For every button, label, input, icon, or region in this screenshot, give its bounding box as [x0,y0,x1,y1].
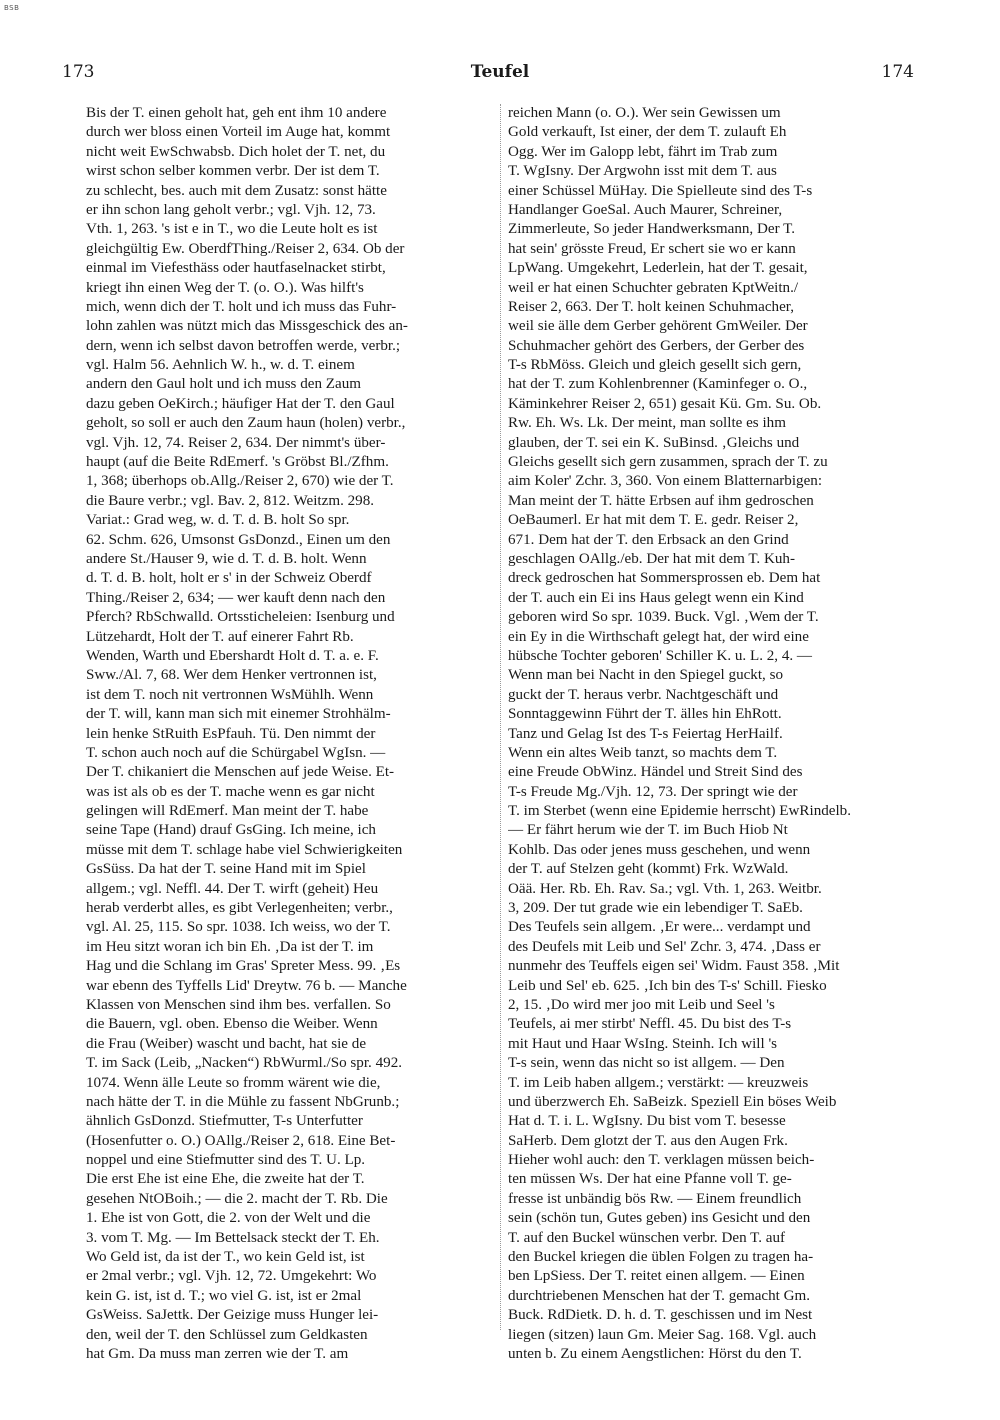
text-line: nicht weit EwSchwabsb. Dich holet der T. net, du [86,143,386,160]
text-line: gesehen NtOBoih.; — die 2. macht der T. Rb. Die [86,1190,388,1207]
text-line: seine Tape (Hand) drauf GsGing. Ich meine, ich [86,822,376,839]
text-line: nunmehr des Teuffels eigen sei' Widm. Faust 358. ‚Mit [508,958,840,975]
text-line: haupt (auf die Beite RdEmerf. 's Gröbst Bl./Zfhm. [86,454,389,471]
text-line: glauben, der T. sei ein K. SuBinsd. ‚Gleichs und [508,434,800,451]
text-line: Hieher wohl auch: den T. verklagen müssen beich- [508,1152,815,1169]
text-line: Der T. chikaniert die Menschen auf jede Weise. Et- [86,764,395,781]
text-line: Klassen von Menschen sind ihm bes. verfallen. So [86,996,391,1013]
text-line: Des Teufels sein allgem. ‚Er were... verdampt und [508,919,811,936]
text-line: der T. will, kann man sich mit einemer Strohhälm- [86,706,391,723]
running-title: Teufel [470,62,530,82]
text-line: (Hosenfutter o. O.) OAllg./Reiser 2, 618. Eine Bet- [86,1132,396,1149]
text-line: die Baure verbr.; vgl. Bav. 2, 812. Weitzm. 298. [86,492,375,509]
text-line: gleichgültig Ew. OberdfThing./Reiser 2, 634. Ob der [86,240,405,257]
text-line: was ist als ob es der T. mache wenn es gar nicht [86,783,375,800]
text-line: allgem.; vgl. Neffl. 44. Der T. wirft (geheit) Heu [86,880,379,897]
text-line: dazu geben OeKirch.; häufiger Hat der T. den Gaul [86,395,395,412]
text-line: aim Koler' Zchr. 3, 360. Von einem Blatternarbigen: [508,473,823,490]
text-line: geholt, so soll er auch den Zaum haun (holen) verbr., [86,415,406,432]
text-line: den Buckel kriegen die üblen Folgen zu tragen ha- [508,1249,814,1266]
text-line: reichen Mann (o. O.). Wer sein Gewissen um [508,105,781,121]
text-line: Gold verkauft, Ist einer, der dem T. zulauft Eh [508,124,787,141]
text-line: noppel und eine Stiefmutter sind des T. U. Lp. [86,1152,366,1169]
text-line: d. T. d. B. holt, holt er s' in der Schweiz Oberdf [86,570,372,587]
text-line: des Deufels mit Leib und Sel' Zchr. 3, 474. ‚Dass er [508,938,821,955]
text-line: Oää. Her. Rb. Eh. Rav. Sa.; vgl. Vth. 1, 263. Weitbr. [508,880,822,897]
text-line: T. im Leib haben allgem.; verstärkt: — kreuzweis [508,1074,809,1091]
text-line: Wenn man bei Nacht in den Spiegel guckt, so [508,667,784,684]
text-line: Käminkehrer Reiser 2, 651) gesait Kü. Gm. Su. Ob. [508,395,822,412]
text-line: geboren wird So spr. 1039. Buck. Vgl. ‚Wem der T. [508,609,819,626]
text-line: Buck. RdDietk. D. h. d. T. geschissen und im Nest [508,1307,813,1324]
text-line: den, weil der T. den Schlüssel zum Geldkasten [86,1326,368,1343]
text-line: Hat d. T. i. L. WgIsny. Du bist vom T. besesse [508,1113,786,1130]
text-line: mich, wenn dich der T. holt und ich muss das Fuhr- [86,298,397,315]
text-line: Rw. Eh. Ws. Lk. Der meint, man sollte es ihm [508,415,786,432]
text-line: weil sie älle dem Gerber gehörent GmWeiler. Der [508,318,808,335]
text-line: Die erst Ehe ist eine Ehe, die zweite hat der T. [86,1171,365,1188]
text-line: mit Haut und Haar WsIng. Steinh. Ich will 's [508,1035,778,1052]
text-line: lein henke StRuith EsPfauh. Tü. Den nimmt der [86,725,376,742]
text-line: T-s sein, wenn das nicht so ist allgem. — Den [508,1055,785,1072]
page-number-left: 173 [62,62,95,82]
text-line: ein Ey in die Wirthschaft gelegt hat, der wird eine [508,628,809,645]
left-column [86,104,498,1364]
text-line: T. im Sterbet (wenn eine Epidemie herrscht) EwRindelb. [508,803,851,820]
text-line: Tanz und Gelag Ist des T-s Feiertag HerHailf. [508,725,783,742]
text-line: Wo Geld ist, da ist der T., wo kein Geld ist, ist [86,1249,365,1266]
text-line: ten müssen Ws. Der hat eine Pfanne voll T. ge- [508,1171,792,1188]
text-line: durchtriebenen Menschen hat der T. gemacht Gm. [508,1287,811,1304]
right-column [508,104,920,1364]
text-line: fresse ist unbändig bös Rw. — Einem freundlich [508,1190,802,1207]
text-line: er 2mal verbr.; vgl. Vjh. 12, 72. Umgekehrt: Wo [86,1268,377,1285]
text-line: 1. Ehe ist von Gott, die 2. von der Welt und die [86,1210,371,1227]
text-line: Thing./Reiser 2, 634; — wer kauft denn nach den [86,589,386,606]
text-line: lohn zahlen was nützt mich das Missgeschick des an- [86,318,408,335]
text-line: andere St./Hauser 9, wie d. T. d. B. holt. Wenn [86,550,367,567]
text-line: hat sein' grösste Freud, Er schert sie wo er kann [508,240,796,257]
text-line: GsSüss. Da hat der T. seine Hand mit im Spiel [86,861,366,878]
text-line: Wenden, Warth und Ebershardt Holt d. T. a. e. F. [86,647,379,664]
text-line: ist dem T. noch nit vertronnen WsMühlh. Wenn [86,686,374,703]
text-line: vgl. Halm 56. Aehnlich W. h., w. d. T. einem [86,357,355,374]
text-line: GsWeiss. SaJettk. Der Geizige muss Hunger lei- [86,1307,379,1324]
text-line: liegen (sitzen) laun Gm. Meier Sag. 168. Vgl. auch [508,1326,817,1343]
text-line: LpWang. Umgekehrt, Lederlein, hat der T. gesait, [508,260,808,277]
text-line: Gleichs gesellt sich gern zusammen, sprach der T. zu [508,454,828,471]
text-line: durch wer bloss einen Vorteil im Auge hat, kommt [86,124,391,141]
text-line: weil er hat einen Schuchter gebraten KptWeitn./ [508,279,799,296]
text-line: hat Gm. Da muss man zerren wie der T. am [86,1346,349,1362]
text-line: geschlagen OAllg./eb. Der hat mit dem T. Kuh- [508,550,795,567]
text-line: ben LpSiess. Der T. reitet einen allgem. — Einen [508,1268,805,1285]
text-line: T-s RbMöss. Gleich und gleich gesellt sich gern, [508,357,802,374]
text-line: sein (schön tun, Gutes geben) ins Gesicht und den [508,1210,811,1227]
text-line: wirst schon selber kommen verbr. Der ist dem T. [86,163,380,180]
text-line: unten b. Zu einem Aengstlichen: Hörst du den T. [508,1346,802,1362]
text-line: Bis der T. einen geholt hat, geh ent ihm 10 andere [86,105,387,121]
text-line: Teufels, ai mer stirbt' Neffl. 45. Du bist des T-s [508,1016,792,1033]
text-line: Pferch? RbSchwalld. Ortssticheleien: Isenburg und [86,609,395,626]
text-line: dreck gedroschen hat Sommersprossen eb. Dem hat [508,570,821,587]
text-line: dern, wenn ich selbst davon betroffen werde, verbr.; [86,337,401,354]
text-line: und überzwerch Eh. SaBeizk. Speziell Ein böses Weib [508,1093,837,1110]
text-line: Zimmerleute, So jeder Handwerksmann, Der T. [508,221,795,238]
text-line: der T. auf Stelzen geht (kommt) Frk. WzWald. [508,861,789,878]
text-line: Hag und die Schlang im Gras' Spreter Mess. 99. ‚Es [86,958,401,975]
text-line: einer Schüssel MüHay. Die Spielleute sind des T-s [508,182,813,199]
text-line: hübsche Tochter geboren' Schiller K. u. L. 2, 4. — [508,647,813,664]
text-line: herab verderbt alles, es gibt Verlegenheiten; verbr., [86,900,393,917]
text-line: 1074. Wenn älle Leute so fromm wärent wie die, [86,1074,381,1091]
text-line: OeBaumerl. Er hat mit dem T. E. gedr. Reiser 2, [508,512,799,529]
text-line: 3, 209. Der tut grade wie ein lebendiger T. SaEb. [508,900,803,917]
text-line: zu schlecht, bes. auch mit dem Zusatz: sonst hätte [86,182,387,199]
text-line: T. auf den Buckel wünschen verbr. Den T. auf [508,1229,786,1246]
text-line: Lützehardt, Holt der T. auf einerer Fahrt Rb. [86,628,354,645]
text-line: T. WgIsny. Der Argwohn isst mit dem T. aus [508,163,777,180]
text-line: 62. Schm. 626, Umsonst GsDonzd., Einen um den [86,531,391,548]
text-line: guckt der T. heraus verbr. Nachtgeschäft und [508,686,779,703]
text-line: vgl. Vjh. 12, 74. Reiser 2, 634. Der nimmt's über- [86,434,386,451]
library-mark: BSB [4,4,20,12]
text-line: war ebenn des Tyffells Lid' Dreytw. 76 b. — Manche [86,977,407,994]
text-line: SaHerb. Dem glotzt der T. aus den Augen Frk. [508,1132,788,1149]
text-line: der T. auch ein Ei ins Haus gelegt wenn ein Kind [508,589,804,606]
text-line: 2, 15. ‚Do wird mer joo mit Leib und Seel 's [508,996,775,1013]
text-line: einmal im Viefesthäss oder hautfaselnacket stirbt, [86,260,386,277]
text-line: Ogg. Wer im Galopp lebt, fährt im Trab zum [508,143,778,160]
text-line: die Bauern, vgl. oben. Ebenso die Weiber. Wenn [86,1016,378,1033]
text-line: T. im Sack (Leib, „Nacken“) RbWurml./So spr. 492. [86,1055,403,1072]
text-line: Reiser 2, 663. Der T. holt keinen Schuhmacher, [508,298,794,315]
text-line: Handlanger GoeSal. Auch Maurer, Schreiner, [508,201,783,218]
text-line: Wenn ein altes Weib tanzt, so machts dem T. [508,744,778,761]
text-line: im Heu sitzt woran ich bin Eh. ‚Da ist der T. im [86,938,374,955]
column-divider [500,104,501,1330]
text-line: ähnlich GsDonzd. Stiefmutter, T-s Unterfutter [86,1113,363,1130]
text-line: vgl. Al. 25, 115. So spr. 1038. Ich weiss, wo der T. [86,919,391,936]
text-line: T. schon auch noch auf die Schürgabel WgIsn. — [86,744,386,761]
text-line: hat der T. zum Kohlenbrenner (Kaminfeger o. O., [508,376,808,393]
text-line: Sonntaggewinn Führt der T. älles hin EhRott. [508,706,782,723]
text-line: 671. Dem hat der T. den Erbsack an den Grind [508,531,789,548]
text-line: andern den Gaul holt und ich muss den Zaum [86,376,361,393]
text-line: die Frau (Weiber) wascht und bacht, hat sie de [86,1035,367,1052]
text-line: müsse mit dem T. schlage habe viel Schwierigkeiten [86,841,403,858]
text-line: Man meint der T. hätte Erbsen auf ihm gedroschen [508,492,814,509]
text-line: Schuhmacher gehört des Gerbers, der Gerber des [508,337,805,354]
page-number-right: 174 [881,62,914,82]
text-line: Sww./Al. 7, 68. Wer dem Henker vertronnen ist, [86,667,377,684]
text-line: er ihn schon lang geholt verbr.; vgl. Vjh. 12, 73. [86,201,376,218]
text-line: Variat.: Grad weg, w. d. T. d. B. holt So spr. [86,512,350,529]
text-line: eine Freude ObWinz. Händel und Streit Sind des [508,764,803,781]
text-line: 3. vom T. Mg. — Im Bettelsack steckt der T. Eh. [86,1229,380,1246]
text-line: 1, 368; überhops ob.Allg./Reiser 2, 670) wie der T. [86,473,394,490]
text-line: Kohlb. Das oder jenes muss geschehen, und wenn [508,841,811,858]
page-header [0,62,1000,86]
text-line: Leib und Sel' eb. 625. ‚Ich bin des T-s' Schill. Fiesko [508,977,827,994]
text-line: — Er fährt herum wie der T. im Buch Hiob Nt [508,822,788,839]
text-line: kein G. ist, ist d. T.; wo viel G. ist, ist er 2mal [86,1287,362,1304]
text-line: Vth. 1, 263. 's ist e in T., wo die Leute holt es ist [86,221,378,238]
text-line: nach hätte der T. in die Mühle zu fassent NbGrunb.; [86,1093,400,1110]
text-line: kriegt ihn einen Weg der T. (o. O.). Was hilft's [86,279,364,296]
text-line: gelingen will RdEmerf. Man meint der T. habe [86,803,369,820]
text-line: T-s Freude Mg./Vjh. 12, 73. Der springt wie der [508,783,798,800]
